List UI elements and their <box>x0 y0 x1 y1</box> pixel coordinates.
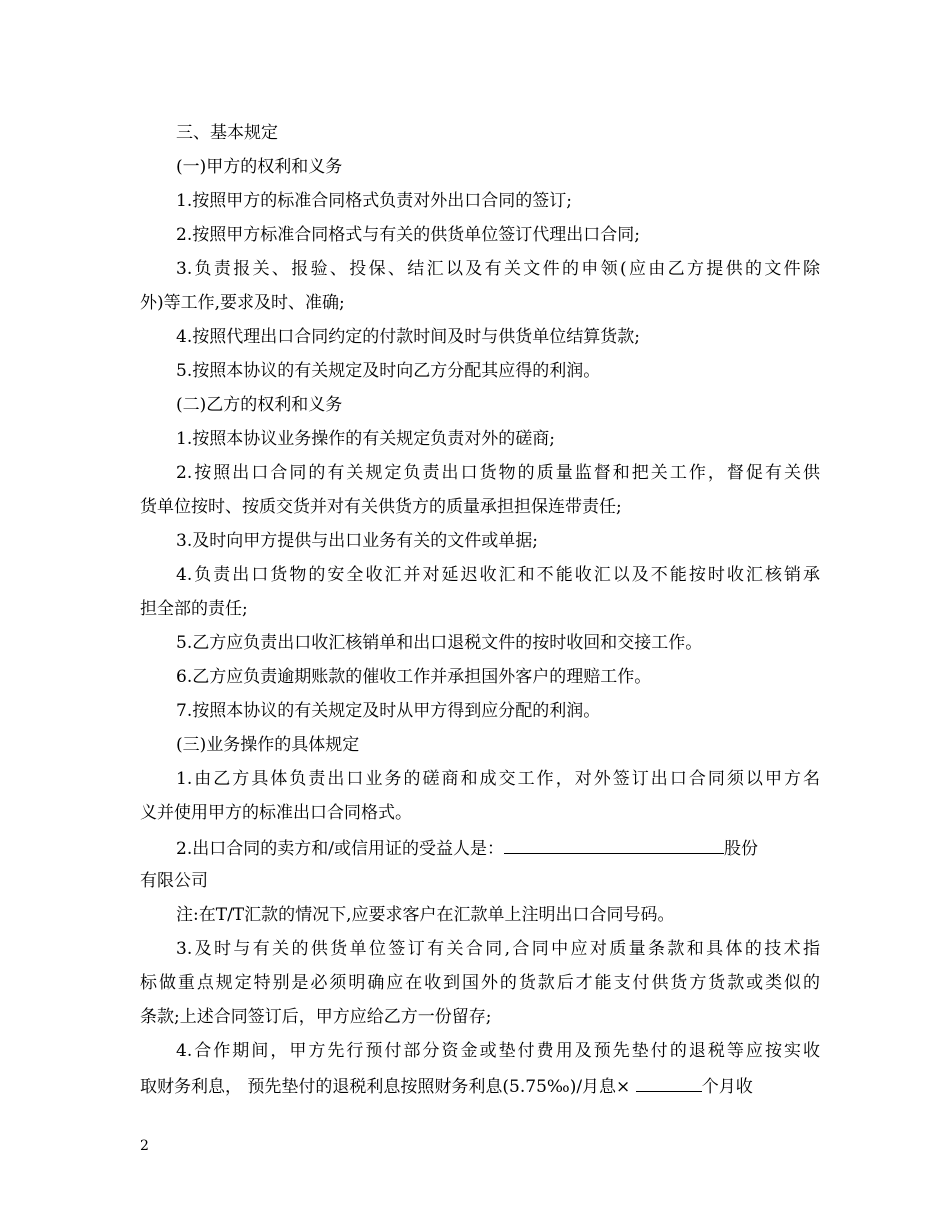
section-heading: 三、基本规定 <box>176 123 278 143</box>
clause: 7.按照本协议的有关规定及时从甲方得到应分配的利润。 <box>176 701 601 721</box>
clause: 5.乙方应负责出口收汇核销单和出口退税文件的按时收回和交接工作。 <box>176 633 703 653</box>
clause-text: 取财务利息， 预先垫付的退税利息按照财务利息(5.75‰)/月息× <box>140 1077 631 1097</box>
clause-continuation: 标做重点规定特别是必须明确应在收到国外的货款后才能支付供货方货款或类似的 <box>140 973 820 993</box>
clause-continuation <box>140 1073 820 1099</box>
clause-continuation: 担全部的责任; <box>140 599 248 619</box>
subsection-heading: (一)甲方的权利和义务 <box>176 157 343 177</box>
clause-continuation: 条款;上述合同签订后，甲方应给乙方一份留存; <box>140 1007 492 1027</box>
clause: 4.按照代理出口合同约定的付款时间及时与供货单位结算货款; <box>176 327 640 347</box>
clause: 5.按照本协议的有关规定及时向乙方分配其应得的利润。 <box>176 361 601 381</box>
clause-text: 股份 <box>723 839 758 859</box>
clause: 3.负责报关、报验、投保、结汇以及有关文件的申领(应由乙方提供的文件除 <box>176 259 820 279</box>
clause-continuation: 有限公司 <box>140 871 208 891</box>
clause: 2.按照甲方标准合同格式与有关的供货单位签订代理出口合同; <box>176 225 640 245</box>
clause <box>176 835 820 861</box>
clause: 3.及时与有关的供货单位签订有关合同,合同中应对质量条款和具体的技术指 <box>176 939 820 959</box>
clause: 4.合作期间，甲方先行预付部分资金或垫付费用及预先垫付的退税等应按实收 <box>176 1041 820 1061</box>
clause: 3.及时向甲方提供与出口业务有关的文件或单据; <box>176 531 538 551</box>
fill-in-blank <box>636 1073 702 1092</box>
subsection-heading: (二)乙方的权利和义务 <box>176 395 343 415</box>
clause: 2.按照出口合同的有关规定负责出口货物的质量监督和把关工作，督促有关供 <box>176 463 820 483</box>
subsection-heading: (三)业务操作的具体规定 <box>176 735 360 755</box>
clause-text: 个月收 <box>701 1077 753 1097</box>
clause: 6.乙方应负责逾期账款的催收工作并承担国外客户的理赔工作。 <box>176 667 652 687</box>
clause: 4.负责出口货物的安全收汇并对延迟收汇和不能收汇以及不能按时收汇核销承 <box>176 565 820 585</box>
page-number: 2 <box>140 1138 149 1154</box>
clause-continuation: 义并使用甲方的标准出口合同格式。 <box>140 803 412 823</box>
clause-continuation: 货单位按时、按质交货并对有关供货方的质量承担担保连带责任; <box>140 497 622 517</box>
clause-continuation: 外)等工作,要求及时、准确; <box>140 293 345 313</box>
clause: 1.由乙方具体负责出口业务的磋商和成交工作，对外签订出口合同须以甲方名 <box>176 769 820 789</box>
clause: 1.按照本协议业务操作的有关规定负责对外的磋商; <box>176 429 555 449</box>
fill-in-blank <box>504 835 724 854</box>
note: 注:在T/T汇款的情况下,应要求客户在汇款单上注明出口合同号码。 <box>176 905 675 925</box>
clause: 1.按照甲方的标准合同格式负责对外出口合同的签订; <box>176 191 572 211</box>
clause-text: 2.出口合同的卖方和/或信用证的受益人是： <box>176 839 504 859</box>
